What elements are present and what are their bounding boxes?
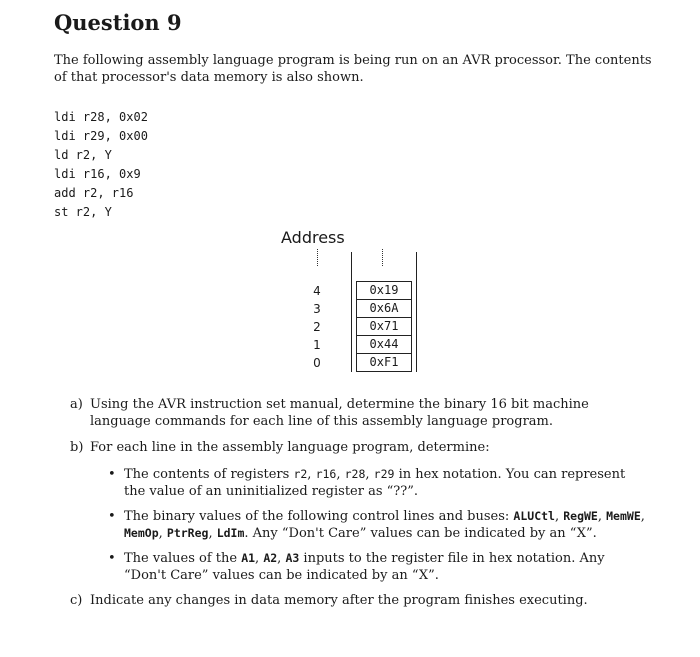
part-c-text: Indicate any changes in data memory after the program finishes executing.: [90, 593, 588, 608]
part-b-text: For each line in the assembly language program, determine:: [90, 440, 490, 455]
signal-name: ALUCtl: [513, 509, 555, 523]
register-name: r28: [344, 467, 366, 481]
question-intro: The following assembly language program is being run on an AVR processor. The contents of that processor's data memory is also shown.: [54, 53, 652, 85]
code-line: ldi r29, 0x00: [54, 129, 148, 143]
register-name: r2: [293, 467, 308, 481]
memory-cell: 0x19: [356, 281, 412, 300]
address-column: [304, 282, 330, 372]
part-c: [70, 592, 650, 609]
code-line: ld r2, Y: [54, 148, 112, 162]
register-name: r16: [315, 467, 337, 481]
bullet-dot-icon: •: [108, 509, 116, 524]
signal-name: MemOp: [124, 526, 159, 540]
bullet-dot-icon: •: [108, 467, 116, 482]
bullet-text: in hex notation. You can represent the value of an uninitialized register as “??”.: [124, 467, 626, 499]
memory-table: [351, 252, 417, 372]
address-ellipsis: [317, 249, 318, 266]
part-a-text: Using the AVR instruction set manual, determine the binary 16 bit machine language commands for each line of this assembly language program.: [90, 397, 589, 429]
signal-name: RegWE: [563, 509, 598, 523]
bullet-text: The values of the: [124, 551, 242, 566]
input-name: A1: [241, 551, 256, 565]
bullet-text: inputs to the register file in hex notation. Any “Don't Care” values can be indicated by an “X”.: [124, 551, 605, 583]
memory-cell: 0x6A: [356, 300, 412, 318]
input-name: A2: [263, 551, 278, 565]
address-value: 1: [313, 338, 321, 352]
code-line: st r2, Y: [54, 205, 112, 219]
signal-name: PtrReg: [166, 526, 209, 540]
bullet-text: . Any “Don't Care” values can be indicated by an “X”.: [244, 526, 597, 541]
code-line: ldi r16, 0x9: [54, 167, 141, 181]
bullet-register-inputs: • The values of the A1, A2, A3 inputs to the register file in hex notation. Any “Don't Care” values can be indicated by an “X”.: [108, 551, 605, 583]
question-title: Question 9: [54, 10, 182, 35]
signal-name: MemWE: [606, 509, 641, 523]
signal-name: LdIm: [216, 526, 245, 540]
bullet-text: The contents of registers: [124, 467, 294, 482]
memory-cell: 0xF1: [356, 354, 412, 372]
address-value: 3: [313, 302, 321, 316]
bullet-registers: • The contents of registers r2, r16, r28, r29 in hex notation. You can represent the value of an uninitialized register as “??”.: [108, 467, 626, 499]
bullet-control-lines: • The binary values of the following control lines and buses: ALUCtl, RegWE, MemWE, MemOp, PtrReg, LdIm. Any “Don't Care” values can be indicated by an “X”.: [108, 509, 645, 541]
memory-cell: 0x71: [356, 318, 412, 336]
part-letter: b): [70, 440, 84, 455]
code-line: add r2, r16: [54, 186, 134, 200]
register-name: r29: [373, 467, 395, 481]
input-name: A3: [285, 551, 300, 565]
part-a: [70, 396, 650, 430]
address-value: 4: [313, 284, 321, 298]
code-line: ldi r28, 0x02: [54, 110, 148, 124]
address-value: 2: [313, 320, 321, 334]
bullet-text: The binary values of the following control lines and buses:: [124, 509, 514, 524]
bullet-dot-icon: •: [108, 551, 116, 566]
memory-cell: 0x44: [356, 336, 412, 354]
assembly-code: [54, 108, 148, 222]
question-parts: [70, 396, 650, 609]
address-label: Address: [281, 228, 345, 247]
part-letter: c): [70, 593, 83, 608]
part-letter: a): [70, 397, 83, 412]
address-value: 0: [313, 356, 321, 370]
part-b: [70, 439, 650, 584]
part-b-bullets: [90, 466, 650, 584]
